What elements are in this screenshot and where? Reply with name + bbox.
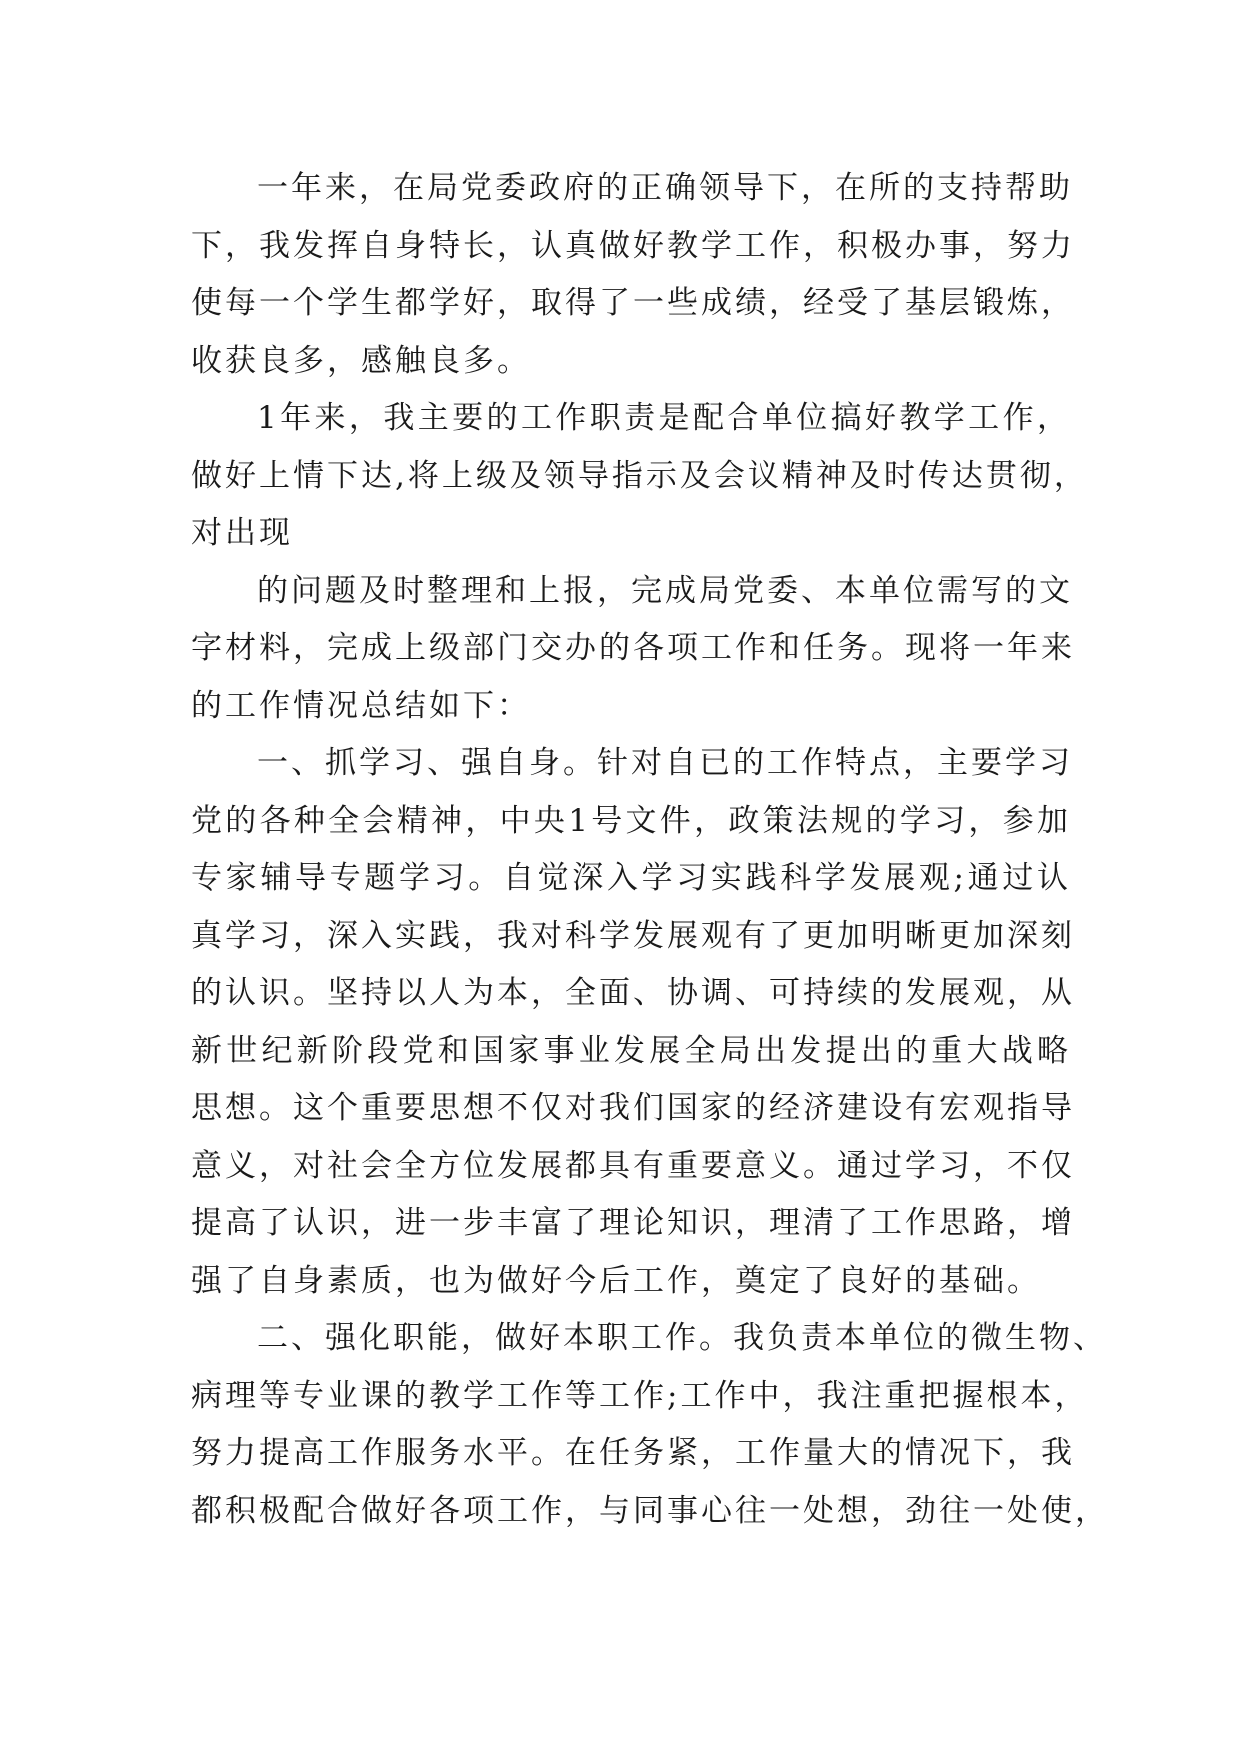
- text-line: 下，我发挥自身特长，认真做好教学工作，积极办事，努力: [191, 227, 1075, 264]
- text-line: 专家辅导专题学习。自觉深入学习实践科学发展观;通过认: [191, 860, 1071, 896]
- text-line: 一、抓学习、强自身。针对自已的工作特点，主要学习: [257, 745, 1073, 781]
- text-line: 意义，对社会全方位发展都具有重要意义。通过学习，不仅: [191, 1147, 1075, 1184]
- body-text: [191, 160, 1109, 1540]
- text-line: 1年来，我主要的工作职责是配合单位搞好教学工作，: [257, 400, 1071, 436]
- text-line: 的工作情况总结如下：: [191, 687, 531, 724]
- text-line: 党的各种全会精神，中央1号文件，政策法规的学习，参加: [191, 802, 1071, 839]
- text-line: 都积极配合做好各项工作，与同事心往一处想，劲往一处使，: [191, 1492, 1109, 1529]
- text-line: 的认识。坚持以人为本，全面、协调、可持续的发展观，从: [191, 975, 1075, 1011]
- text-line: 收获良多，感触良多。: [191, 342, 531, 379]
- text-line: 做好上情下达,将上级及领导指示及会议精神及时传达贯彻，: [191, 457, 1088, 494]
- text-line: 字材料，完成上级部门交办的各项工作和任务。现将一年来: [191, 630, 1075, 666]
- text-line: 提高了认识，进一步丰富了理论知识，理清了工作思路，增: [191, 1205, 1075, 1241]
- text-line: 真学习，深入实践，我对科学发展观有了更加明晰更加深刻: [191, 917, 1075, 954]
- text-line: 二、强化职能，做好本职工作。我负责本单位的微生物、: [257, 1320, 1107, 1356]
- text-line: 新世纪新阶段党和国家事业发展全局出发提出的重大战略: [191, 1032, 1071, 1069]
- text-line: 的问题及时整理和上报，完成局党委、本单位需写的文: [257, 572, 1073, 609]
- text-line: 强了自身素质，也为做好今后工作，奠定了良好的基础。: [191, 1262, 1041, 1299]
- text-line: 思想。这个重要思想不仅对我们国家的经济建设有宏观指导: [191, 1090, 1075, 1126]
- text-line: 病理等专业课的教学工作等工作;工作中，我注重把握根本，: [191, 1377, 1089, 1414]
- text-line: 努力提高工作服务水平。在任务紧，工作量大的情况下，我: [191, 1435, 1075, 1471]
- text-line: 一年来，在局党委政府的正确领导下，在所的支持帮助: [257, 170, 1073, 206]
- text-line: 对出现: [191, 515, 293, 551]
- text-line: 使每一个学生都学好，取得了一些成绩，经受了基层锻炼，: [191, 285, 1075, 321]
